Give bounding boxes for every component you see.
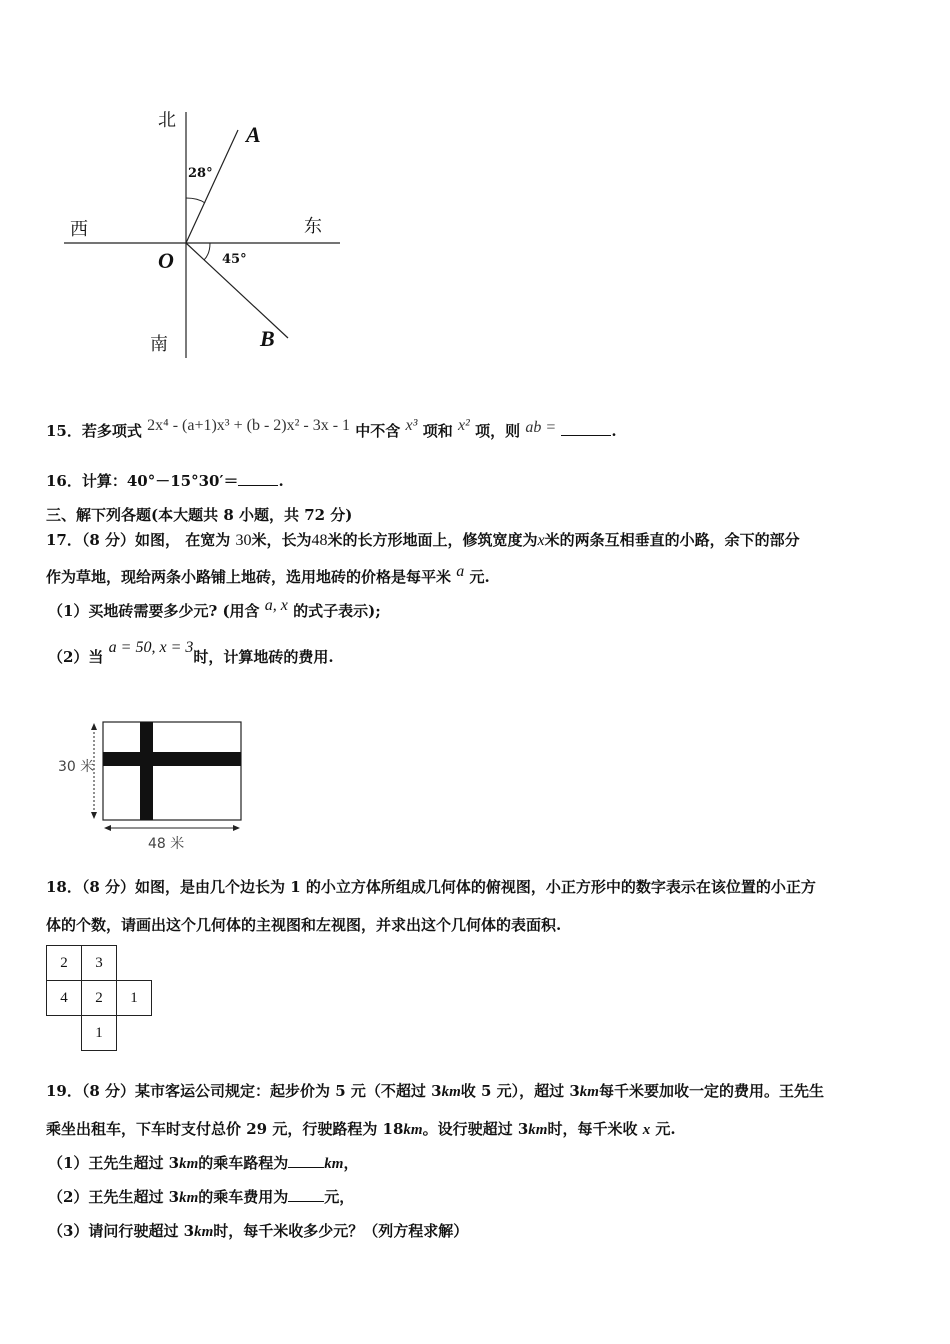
q15-intro: 15．若多项式	[46, 422, 142, 440]
question-17-line1	[46, 529, 800, 550]
question-17-part1	[48, 597, 381, 621]
grid-cell-empty	[47, 1016, 82, 1051]
grid-cell-empty	[117, 1016, 152, 1051]
q16-text: 16．计算：40°－15°30′＝	[46, 472, 239, 490]
q15-mid1: 中不含	[355, 422, 401, 440]
compass-figure	[60, 100, 360, 365]
label-south: 南	[150, 334, 168, 355]
grid-row	[47, 1016, 152, 1051]
grid-cell: 1	[117, 981, 152, 1016]
length-arrow-left	[104, 825, 111, 831]
q19-km-6: km	[324, 1156, 344, 1172]
q19-km-3: km	[403, 1122, 423, 1138]
q17-p2-vals: a = 50, x = 3	[108, 639, 194, 656]
angle-arc-28	[186, 198, 205, 203]
q17-text-2: 米，长为	[251, 531, 312, 549]
q19-km-7: km	[179, 1190, 199, 1206]
q17-p1-vars: a, x	[264, 597, 288, 614]
q17-a: a	[456, 563, 465, 580]
field-rect	[103, 722, 241, 820]
q19-p1-text-3: ，	[343, 1154, 359, 1172]
q17-p1-text-1: （1）买地砖需要多少元? (用含	[48, 602, 260, 620]
question-17-part2	[48, 639, 334, 667]
q19-p1-text-2: 的乘车路程为	[198, 1154, 289, 1172]
q15-ask: ab =	[525, 419, 557, 436]
width-arrow-bottom	[91, 812, 97, 819]
q17-p2-text-2: 时，计算地砖的费用.	[193, 648, 334, 666]
q19-x: x	[642, 1122, 651, 1138]
q15-mid3: 项，则	[475, 422, 521, 440]
label-angle-28: 28°	[188, 166, 213, 181]
width-label: 30 米	[58, 759, 95, 775]
grid-row	[47, 946, 152, 981]
question-17-line2	[46, 563, 490, 587]
q19-text-6: 时，每千米收	[547, 1120, 638, 1138]
label-angle-45: 45°	[222, 252, 247, 267]
question-19-part1	[48, 1152, 358, 1173]
q19-km-4: km	[528, 1122, 548, 1138]
q17-p1-text-2: 的式子表示);	[293, 602, 381, 620]
q15-term1: x³	[405, 417, 418, 434]
q17-text-4: 米的两条互相垂直的小路，余下的部分	[544, 531, 800, 549]
top-view-grid	[46, 945, 152, 1051]
question-15	[46, 417, 617, 441]
question-16	[46, 470, 284, 491]
q19-text-5: 。设行驶超过 3	[422, 1120, 529, 1138]
q19-km-1: km	[441, 1084, 461, 1100]
q19-p1-text-1: （1）王先生超过 3	[48, 1154, 180, 1172]
q19-km-2: km	[579, 1084, 599, 1100]
ray-oa	[186, 130, 238, 243]
q15-end: .	[611, 422, 617, 440]
grid-cell: 4	[47, 981, 82, 1016]
q19-km-5: km	[179, 1156, 199, 1172]
section-3-title: 三、解下列各题(本大题共 8 小题，共 72 分)	[46, 506, 353, 524]
q19-p1-blank[interactable]	[288, 1153, 324, 1168]
q17-text-6: 元.	[469, 568, 490, 586]
q19-text-2: 收 5 元），超过 3	[460, 1082, 580, 1100]
question-19-part3	[48, 1220, 468, 1241]
q17-length: 48	[311, 532, 328, 549]
q17-text-5: 作为草地，现给两条小路铺上地砖，选用地砖的价格是每平米	[46, 568, 452, 586]
q19-p2-text-3: 元，	[324, 1188, 355, 1206]
label-origin: O	[158, 248, 174, 273]
grid-cell: 3	[82, 946, 117, 981]
q15-polynomial: 2x⁴ - (a+1)x³ + (b - 2)x² - 3x - 1	[147, 417, 351, 434]
grid-cell: 2	[82, 981, 117, 1016]
q19-p2-text-1: （2）王先生超过 3	[48, 1188, 180, 1206]
label-point-b: B	[260, 326, 275, 351]
q17-p2-text-1: （2）当	[48, 648, 104, 666]
q19-text-4: 乘坐出租车，下车时支付总价 29 元，行驶路程为 18	[46, 1120, 404, 1138]
q19-text-3: 每千米要加收一定的费用。王先生	[598, 1082, 824, 1100]
label-east: 东	[304, 216, 322, 237]
q19-p3-text-2: 时，每千米收多少元？（列方程求解）	[213, 1222, 469, 1240]
angle-arc-45	[204, 243, 210, 260]
q19-text-7: 元.	[655, 1120, 676, 1138]
horizontal-path	[103, 752, 241, 766]
question-19-part2	[48, 1186, 354, 1207]
q19-text-1: 19．（8 分）某市客运公司规定：起步价为 5 元（不超过 3	[46, 1082, 442, 1100]
q19-p2-blank[interactable]	[288, 1187, 324, 1202]
label-point-a: A	[246, 122, 261, 147]
q16-end: .	[278, 472, 284, 490]
q16-answer-blank[interactable]	[238, 471, 278, 486]
grid-cell: 2	[47, 946, 82, 981]
label-north: 北	[158, 110, 176, 131]
question-18-line1: 18．（8 分）如图，是由几个边长为 1 的小立方体所组成几何体的俯视图，小正方形中的数字表示在该位置的小正方	[46, 878, 816, 896]
question-19-line2	[46, 1118, 676, 1139]
q19-p3-text-1: （3）请问行驶超过 3	[48, 1222, 195, 1240]
q17-width: 30	[235, 532, 252, 549]
q17-x: x	[537, 532, 545, 549]
grid-row	[47, 981, 152, 1016]
label-west: 西	[70, 219, 88, 240]
width-arrow-top	[91, 723, 97, 730]
grid-cell: 1	[82, 1016, 117, 1051]
q15-answer-blank[interactable]	[561, 421, 611, 436]
question-19-line1	[46, 1080, 824, 1101]
q19-km-8: km	[194, 1224, 214, 1240]
question-18-line2: 体的个数，请画出这个几何体的主视图和左视图，并求出这个几何体的表面积.	[46, 916, 562, 934]
q19-p2-text-2: 的乘车费用为	[198, 1188, 289, 1206]
length-arrow-right	[233, 825, 240, 831]
grid-cell-empty	[117, 946, 152, 981]
vertical-path	[140, 722, 153, 820]
length-label: 48 米	[148, 836, 185, 852]
q17-text-3: 米的长方形地面上，修筑宽度为	[327, 531, 538, 549]
q15-mid2: 项和	[422, 422, 453, 440]
q15-term2: x²	[457, 417, 470, 434]
q17-text-1: 17．（8 分）如图， 在宽为	[46, 531, 231, 549]
rectangle-figure	[56, 712, 256, 857]
